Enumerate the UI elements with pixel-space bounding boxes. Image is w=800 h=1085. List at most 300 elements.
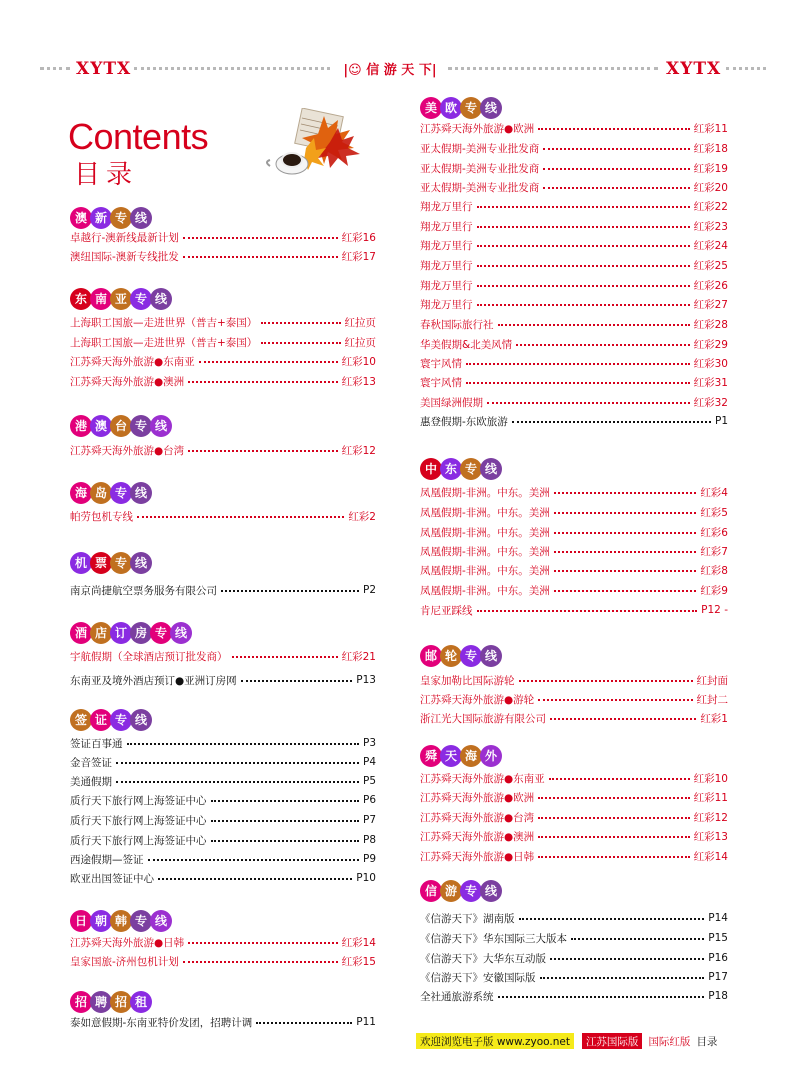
section-heading-char: 海 (460, 745, 482, 767)
section-heading-char: 欧 (440, 97, 462, 119)
toc-entry-title: 帕劳包机专线 (70, 510, 133, 523)
toc-entry-title: 质行天下旅行网上海签证中心 (70, 794, 207, 807)
section-heading (70, 480, 150, 506)
toc-leader-dots (540, 977, 705, 979)
toc-entry[interactable] (70, 441, 376, 459)
footer-red-edition: 国际红版 (648, 1035, 691, 1048)
section-heading-char: 新 (90, 207, 112, 229)
toc-entry[interactable] (70, 352, 376, 370)
toc-entry-title: 金音签证 (70, 756, 112, 769)
toc-entry[interactable] (420, 217, 728, 235)
toc-leader-dots (199, 361, 338, 363)
toc-leader-dots (538, 836, 689, 838)
toc-leader-dots (211, 820, 359, 822)
toc-entry[interactable] (420, 542, 728, 560)
toc-entry-title: 上海职工国旅—走进世界（普吉+泰国） (70, 336, 258, 349)
toc-entry-page: 红封二 (696, 693, 728, 706)
toc-leader-dots (554, 532, 697, 534)
toc-entry-title: 南京尚捷航空票务服务有限公司 (70, 584, 217, 597)
section-heading-char: 专 (460, 880, 482, 902)
toc-entry-title: 凤凰假期-非洲。中东。美洲 (420, 506, 550, 519)
section-heading-char: 海 (70, 482, 92, 504)
toc-entry[interactable] (420, 769, 728, 787)
toc-entry[interactable] (420, 671, 728, 689)
toc-leader-dots (127, 743, 359, 745)
toc-entry[interactable] (70, 791, 376, 809)
toc-entry[interactable] (420, 808, 728, 826)
toc-entry[interactable] (70, 671, 376, 689)
toc-entry-title: 欧亚出国签证中心 (70, 872, 154, 885)
toc-entry-title: 签证百事通 (70, 737, 123, 750)
toc-entry[interactable] (420, 690, 728, 708)
footer-website[interactable]: 欢迎浏览电子版 www.zyoo.net (416, 1033, 574, 1049)
toc-entry-title: 亚太假期-美洲专业批发商 (420, 142, 540, 155)
toc-entry[interactable] (420, 968, 728, 986)
section-heading (70, 550, 150, 576)
page-header (0, 58, 800, 80)
toc-entry-page: P10 (356, 872, 376, 884)
toc-entry-title: 凤凰假期-非洲。中东。美洲 (420, 564, 550, 577)
toc-entry-title: 翔龙万里行 (420, 220, 473, 233)
toc-entry-page: P16 (708, 952, 728, 964)
toc-entry-page: 红彩14 (341, 936, 376, 949)
toc-entry[interactable] (70, 933, 376, 951)
toc-leader-dots (232, 656, 338, 658)
toc-leader-dots (477, 226, 690, 228)
toc-leader-dots (519, 918, 705, 920)
toc-entry-page: P11 (356, 1016, 376, 1028)
toc-entry[interactable] (420, 601, 728, 619)
toc-entry-page: 红彩14 (693, 850, 728, 863)
toc-entry-page: 红彩1 (700, 712, 728, 725)
section-heading-char: 专 (110, 709, 132, 731)
brand-left: XYTX (76, 59, 132, 79)
toc-entry-page: P15 (708, 932, 728, 944)
section-heading-char: 专 (130, 288, 152, 310)
toc-entry-title: 江苏舜天海外旅游●日韩 (70, 936, 185, 949)
toc-leader-dots (487, 402, 690, 404)
toc-entry-page: 红彩10 (693, 772, 728, 785)
toc-entry[interactable] (420, 276, 728, 294)
toc-entry-title: 肯尼亚踩线 (420, 604, 473, 617)
toc-entry-title: 江苏舜天海外旅游●日韩 (420, 850, 535, 863)
toc-entry-title: 东南亚及境外酒店预订●亚洲订房网 (70, 674, 237, 687)
section-heading (420, 878, 500, 904)
toc-entry-title: 卓越行-澳新线最新计划 (70, 231, 179, 244)
toc-entry-page: 红彩10 (341, 355, 376, 368)
section-heading-char: 线 (130, 482, 152, 504)
toc-entry-page: 红彩15 (341, 955, 376, 968)
section-heading-char: 房 (130, 622, 152, 644)
toc-leader-dots (188, 450, 337, 452)
brand-right: XYTX (666, 59, 722, 79)
section-heading-char: 票 (90, 552, 112, 574)
toc-leader-dots (477, 610, 698, 612)
toc-entry-page: 红封面 (696, 674, 728, 687)
toc-entry[interactable] (420, 949, 728, 967)
toc-entry[interactable] (420, 119, 728, 137)
toc-entry-page: P5 (362, 775, 376, 787)
toc-entry-title: 江苏舜天海外旅游●欧洲 (420, 122, 535, 135)
toc-leader-dots (158, 878, 352, 880)
section-heading-char: 亚 (110, 288, 132, 310)
toc-leader-dots (550, 958, 704, 960)
toc-leader-dots (519, 680, 693, 682)
toc-entry[interactable] (420, 561, 728, 579)
section-heading (420, 456, 500, 482)
toc-entry-title: 翔龙万里行 (420, 279, 473, 292)
toc-entry[interactable] (70, 952, 376, 970)
section-heading-char: 证 (90, 709, 112, 731)
toc-entry[interactable] (420, 847, 728, 865)
toc-entry-title: 质行天下旅行网上海签证中心 (70, 834, 207, 847)
toc-leader-dots (477, 245, 690, 247)
toc-entry-title: 浙江光大国际旅游有限公司 (420, 712, 546, 725)
toc-entry-page: P12 - (701, 604, 728, 616)
toc-entry-title: 翔龙万里行 (420, 239, 473, 252)
section-heading-char: 岛 (90, 482, 112, 504)
toc-entry[interactable] (420, 412, 728, 430)
section-heading-char: 线 (150, 910, 172, 932)
toc-entry-page: P3 (362, 737, 376, 749)
toc-entry-title: 美国绿洲假期 (420, 396, 483, 409)
toc-entry-title: 江苏舜天海外旅游●台湾 (70, 444, 185, 457)
section-heading-char: 线 (150, 288, 172, 310)
toc-entry-title: 江苏舜天海外旅游●台湾 (420, 811, 535, 824)
section-heading-char: 线 (150, 415, 172, 437)
header-dots-right (448, 67, 658, 70)
section-heading-char: 朝 (90, 910, 112, 932)
section-heading-char: 信 (420, 880, 442, 902)
toc-entry-page: 红彩12 (693, 811, 728, 824)
toc-entry[interactable] (70, 1013, 376, 1031)
toc-entry[interactable] (420, 139, 728, 157)
toc-leader-dots (261, 322, 340, 324)
toc-entry[interactable] (420, 987, 728, 1005)
toc-leader-dots (543, 148, 689, 150)
toc-entry[interactable] (420, 581, 728, 599)
toc-entry-page: 红彩19 (693, 162, 728, 175)
toc-leader-dots (148, 859, 359, 861)
footer-edition-badge: 江苏国际版 (582, 1033, 643, 1049)
toc-entry[interactable] (70, 869, 376, 887)
footer-toc: 目录 (696, 1035, 718, 1048)
toc-entry-page: 红彩31 (693, 376, 728, 389)
toc-entry-page: 红彩5 (700, 506, 728, 519)
toc-leader-dots (554, 492, 697, 494)
toc-leader-dots (466, 382, 690, 384)
section-heading-char: 轮 (440, 645, 462, 667)
section-heading-char: 澳 (90, 415, 112, 437)
toc-entry-page: P17 (708, 971, 728, 983)
toc-entry-page: 红彩11 (693, 122, 728, 135)
toc-leader-dots (549, 778, 690, 780)
section-heading-char: 签 (70, 709, 92, 731)
section-heading-char: 聘 (90, 991, 112, 1013)
toc-entry-page: 红彩13 (693, 830, 728, 843)
toc-entry-page: 红彩4 (700, 486, 728, 499)
section-heading (70, 413, 170, 439)
toc-entry-title: 质行天下旅行网上海签证中心 (70, 814, 207, 827)
toc-entry-title: 翔龙万里行 (420, 200, 473, 213)
toc-entry-title: 《信游天下》华东国际三大版本 (420, 932, 567, 945)
section-heading-char: 专 (150, 622, 172, 644)
toc-entry-title: 寰宇风情 (420, 376, 462, 389)
toc-leader-dots (516, 344, 689, 346)
section-heading-char: 招 (110, 991, 132, 1013)
toc-entry[interactable] (420, 354, 728, 372)
header-dots-right-2 (726, 67, 766, 70)
toc-entry[interactable] (70, 811, 376, 829)
toc-entry[interactable] (420, 159, 728, 177)
toc-entry[interactable] (420, 503, 728, 521)
toc-leader-dots (498, 324, 690, 326)
section-heading (420, 643, 500, 669)
toc-entry[interactable] (70, 372, 376, 390)
toc-entry-title: 华美假期&北美风情 (420, 338, 513, 351)
toc-entry-title: 江苏舜天海外旅游●东南亚 (420, 772, 545, 785)
toc-leader-dots (543, 187, 689, 189)
toc-entry-title: 寰宇风情 (420, 357, 462, 370)
toc-entry[interactable] (420, 929, 728, 947)
toc-entry-page: 红拉页 (344, 336, 376, 349)
toc-entry-title: 江苏舜天海外旅游●澳洲 (420, 830, 535, 843)
toc-entry-page: 红彩6 (700, 526, 728, 539)
section-heading-char: 专 (110, 482, 132, 504)
section-heading-char: 台 (110, 415, 132, 437)
toc-entry[interactable] (420, 788, 728, 806)
section-heading-char: 韩 (110, 910, 132, 932)
toc-entry[interactable] (420, 315, 728, 333)
toc-entry[interactable] (70, 507, 376, 525)
toc-entry[interactable] (70, 581, 376, 599)
toc-entry-page: P2 (362, 584, 376, 596)
toc-entry-title: 凤凰假期-非洲。中东。美洲 (420, 526, 550, 539)
toc-entry[interactable] (420, 236, 728, 254)
toc-entry-page: 红彩18 (693, 142, 728, 155)
toc-entry-title: 美通假期 (70, 775, 112, 788)
toc-leader-dots (538, 817, 689, 819)
toc-entry-page: 红彩12 (341, 444, 376, 457)
section-heading-char: 线 (130, 207, 152, 229)
section-heading (420, 743, 500, 769)
toc-leader-dots (183, 961, 338, 963)
toc-entry-page: 红彩17 (341, 250, 376, 263)
section-heading-char: 专 (110, 552, 132, 574)
toc-leader-dots (498, 996, 705, 998)
toc-entry[interactable] (70, 772, 376, 790)
leaves-coffee-illustration (258, 108, 368, 188)
toc-entry-page: P4 (362, 756, 376, 768)
section-heading-char: 天 (440, 745, 462, 767)
section-heading-char: 外 (480, 745, 502, 767)
toc-entry-title: 全社通旅游系统 (420, 990, 494, 1003)
toc-entry-title: 亚太假期-美洲专业批发商 (420, 162, 540, 175)
toc-leader-dots (137, 516, 344, 518)
page-footer (416, 1033, 717, 1049)
section-heading (70, 989, 150, 1015)
toc-leader-dots (256, 1022, 352, 1024)
toc-entry-page: P14 (708, 912, 728, 924)
toc-leader-dots (116, 762, 359, 764)
section-heading-char: 美 (420, 97, 442, 119)
section-heading-char: 线 (480, 97, 502, 119)
toc-entry[interactable] (420, 178, 728, 196)
toc-entry-page: P18 (708, 990, 728, 1002)
toc-entry-page: 红彩22 (693, 200, 728, 213)
section-heading-char: 专 (110, 207, 132, 229)
section-heading-char: 南 (90, 288, 112, 310)
contents-title-zh: 目录 (74, 160, 139, 190)
toc-entry-title: 江苏舜天海外旅游●澳洲 (70, 375, 185, 388)
section-heading-char: 专 (130, 415, 152, 437)
toc-entry-title: 凤凰假期-非洲。中东。美洲 (420, 545, 550, 558)
toc-leader-dots (538, 856, 689, 858)
toc-entry[interactable] (70, 753, 376, 771)
toc-entry-page: 红彩8 (700, 564, 728, 577)
toc-entry[interactable] (70, 313, 376, 331)
section-heading (70, 620, 190, 646)
toc-leader-dots (183, 256, 338, 258)
toc-entry[interactable] (420, 256, 728, 274)
section-heading-char: 租 (130, 991, 152, 1013)
section-heading (420, 95, 500, 121)
section-heading (70, 707, 150, 733)
toc-leader-dots (538, 128, 689, 130)
header-dots-left-2 (134, 67, 330, 70)
toc-entry-page: 红彩25 (693, 259, 728, 272)
toc-entry-title: 皇家加勒比国际游轮 (420, 674, 515, 687)
toc-leader-dots (477, 304, 690, 306)
toc-leader-dots (554, 512, 697, 514)
section-heading-char: 线 (130, 709, 152, 731)
toc-entry-title: 春秋国际旅行社 (420, 318, 494, 331)
section-heading-char: 订 (110, 622, 132, 644)
toc-entry-title: 《信游天下》湖南版 (420, 912, 515, 925)
toc-entry[interactable] (420, 393, 728, 411)
toc-entry-page: 红彩24 (693, 239, 728, 252)
toc-entry-title: 凤凰假期-非洲。中东。美洲 (420, 584, 550, 597)
toc-entry-page: 红彩23 (693, 220, 728, 233)
contents-title-en: Contents (68, 116, 209, 157)
toc-entry-page: 红彩16 (341, 231, 376, 244)
toc-entry-page: 红彩30 (693, 357, 728, 370)
toc-entry[interactable] (420, 373, 728, 391)
toc-entry[interactable] (420, 483, 728, 501)
toc-entry[interactable] (70, 333, 376, 351)
section-heading-char: 线 (480, 880, 502, 902)
toc-entry-page: P6 (362, 794, 376, 806)
section-heading-char: 日 (70, 910, 92, 932)
toc-entry[interactable] (70, 850, 376, 868)
toc-entry-page: 红彩9 (700, 584, 728, 597)
toc-leader-dots (512, 421, 711, 423)
toc-leader-dots (221, 590, 359, 592)
section-heading-char: 舜 (420, 745, 442, 767)
section-heading-char: 专 (460, 645, 482, 667)
section-heading-char: 邮 (420, 645, 442, 667)
toc-entry[interactable] (420, 197, 728, 215)
toc-leader-dots (571, 938, 704, 940)
section-heading-char: 店 (90, 622, 112, 644)
toc-leader-dots (554, 570, 697, 572)
toc-entry-title: 《信游天下》大华东互动版 (420, 952, 546, 965)
section-heading-char: 专 (130, 910, 152, 932)
toc-entry-title: 惠登假期-东欧旅游 (420, 415, 508, 428)
toc-entry-page: 红拉页 (344, 316, 376, 329)
toc-entry-title: 上海职工国旅—走进世界（普吉+泰国） (70, 316, 258, 329)
toc-leader-dots (241, 680, 353, 682)
toc-entry[interactable] (420, 295, 728, 313)
toc-entry-title: 江苏舜天海外旅游●游轮 (420, 693, 535, 706)
section-heading-char: 机 (70, 552, 92, 574)
toc-entry[interactable] (70, 734, 376, 752)
toc-leader-dots (211, 840, 359, 842)
toc-entry[interactable] (420, 909, 728, 927)
section-heading-char: 专 (460, 97, 482, 119)
toc-leader-dots (116, 781, 359, 783)
toc-leader-dots (466, 363, 690, 365)
toc-leader-dots (538, 699, 692, 701)
toc-entry-title: 澳纽国际-澳新专线批发 (70, 250, 179, 263)
toc-entry[interactable] (420, 523, 728, 541)
section-heading (70, 286, 170, 312)
section-heading-char: 东 (70, 288, 92, 310)
section-heading-char: 澳 (70, 207, 92, 229)
section-heading-char: 港 (70, 415, 92, 437)
toc-entry-page: P9 (362, 853, 376, 865)
toc-entry[interactable] (70, 647, 376, 665)
toc-leader-dots (211, 800, 359, 802)
toc-entry-page: 红彩20 (693, 181, 728, 194)
toc-entry-page: 红彩7 (700, 545, 728, 558)
toc-entry-title: 西途假期—签证 (70, 853, 144, 866)
header-dots-left (40, 67, 70, 70)
toc-entry-title: 翔龙万里行 (420, 259, 473, 272)
toc-leader-dots (554, 551, 697, 553)
toc-entry[interactable] (70, 831, 376, 849)
section-heading-char: 游 (440, 880, 462, 902)
section-heading-char: 东 (440, 458, 462, 480)
toc-leader-dots (477, 206, 690, 208)
toc-entry[interactable] (420, 709, 728, 727)
toc-entry-page: 红彩29 (693, 338, 728, 351)
toc-entry[interactable] (420, 827, 728, 845)
toc-leader-dots (188, 942, 337, 944)
header-center-title: |☺ 信 游 天 下| (343, 63, 437, 78)
toc-leader-dots (188, 381, 337, 383)
toc-entry[interactable] (420, 335, 728, 353)
toc-leader-dots (543, 168, 689, 170)
toc-entry-title: 江苏舜天海外旅游●东南亚 (70, 355, 195, 368)
toc-entry-page: 红彩21 (341, 650, 376, 663)
toc-entry[interactable] (70, 228, 376, 246)
toc-entry-page: 红彩26 (693, 279, 728, 292)
section-heading (70, 908, 170, 934)
toc-leader-dots (538, 797, 689, 799)
toc-entry-title: 凤凰假期-非洲。中东。美洲 (420, 486, 550, 499)
toc-entry-page: 红彩27 (693, 298, 728, 311)
section-heading-char: 中 (420, 458, 442, 480)
toc-entry-title: 皇家国旅-济州包机计划 (70, 955, 179, 968)
toc-entry-title: 江苏舜天海外旅游●欧洲 (420, 791, 535, 804)
toc-entry-title: 翔龙万里行 (420, 298, 473, 311)
toc-entry[interactable] (70, 247, 376, 265)
toc-entry-page: 红彩2 (348, 510, 376, 523)
section-heading-char: 线 (130, 552, 152, 574)
toc-entry-page: 红彩28 (693, 318, 728, 331)
toc-leader-dots (477, 265, 690, 267)
